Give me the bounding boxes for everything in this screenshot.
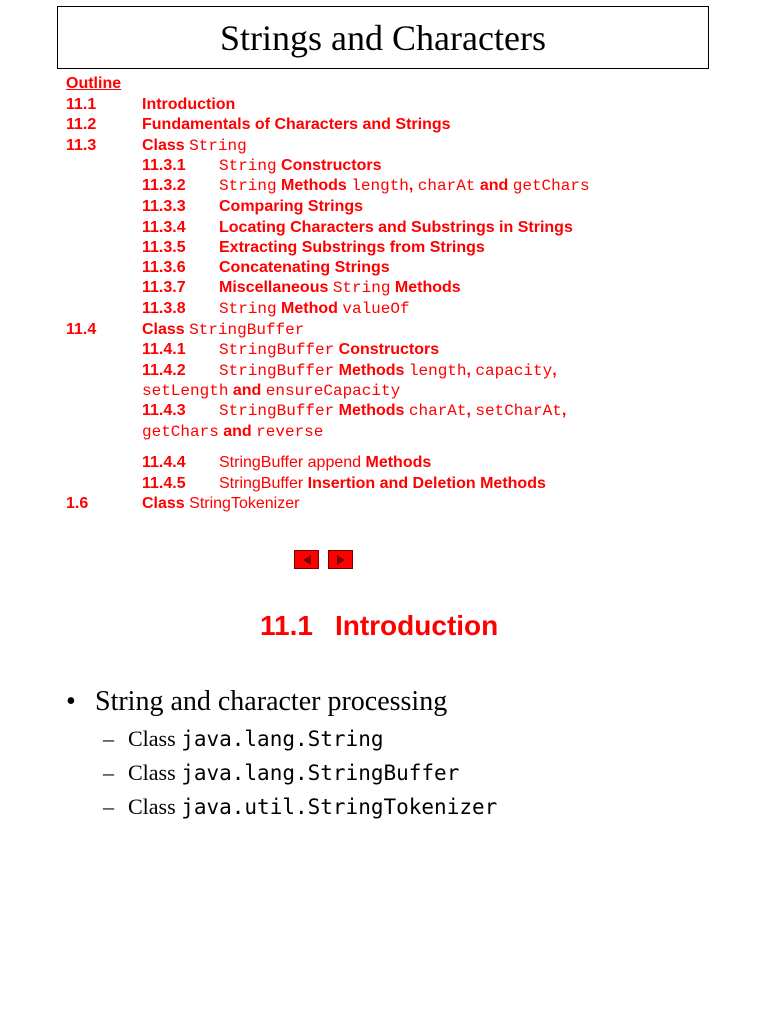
outline-item-text: Locating Characters and Substrings in Strings bbox=[219, 219, 573, 236]
outline-item-text: Class bbox=[142, 495, 190, 512]
outline-item-text: Constructors bbox=[276, 157, 382, 174]
outline-item-text: String bbox=[332, 279, 391, 297]
outline-item-text: String bbox=[219, 177, 277, 195]
outline-item-text: Methods bbox=[390, 279, 461, 296]
outline-item-text: and bbox=[475, 177, 513, 194]
outline-item-text: Methods bbox=[334, 402, 409, 419]
outline-item-number: 11.3.4 bbox=[142, 219, 186, 236]
dash: – bbox=[103, 760, 114, 785]
outline-item-number: 1.6 bbox=[66, 495, 89, 512]
outline-item-text: String bbox=[219, 157, 277, 175]
outline-item-text: Concatenating Strings bbox=[219, 259, 390, 276]
outline-item-text: Fundamentals of Characters and Strings bbox=[142, 116, 451, 133]
previous-arrow-icon bbox=[303, 555, 311, 565]
outline-item-text: StringBuffer append bbox=[219, 454, 366, 471]
outline-item-number: 11.3.6 bbox=[142, 259, 186, 276]
dash: – bbox=[103, 794, 114, 819]
outline-item-number: 11.1 bbox=[66, 96, 97, 113]
sub-item-label: Class bbox=[128, 794, 182, 819]
outline-item-text: charAt bbox=[417, 177, 476, 195]
outline-item-number: 11.3.3 bbox=[142, 198, 186, 215]
outline-item-number: 11.3.7 bbox=[142, 279, 186, 296]
outline-item-text: Class bbox=[142, 137, 190, 154]
outline-item-text: setCharAt bbox=[475, 402, 562, 420]
outline-item-text: Methods bbox=[334, 362, 409, 379]
outline-item-text: capacity bbox=[475, 362, 553, 380]
outline-item-text: Methods bbox=[365, 454, 432, 471]
outline-item-text: Methods bbox=[276, 177, 352, 194]
bullet-dot: • bbox=[66, 686, 76, 717]
outline-item-number: 11.3 bbox=[66, 137, 97, 154]
outline-item-text: reverse bbox=[256, 423, 324, 441]
sub-item-code: java.util.StringTokenizer bbox=[181, 795, 498, 819]
outline-item-text: Comparing Strings bbox=[219, 198, 364, 215]
outline-item-number: 11.4 bbox=[66, 321, 97, 338]
next-arrow-icon bbox=[337, 555, 345, 565]
outline-item-text: Extracting Substrings from Strings bbox=[219, 239, 485, 256]
outline-item-text: setLength bbox=[142, 382, 229, 400]
outline-item-text: Insertion and Deletion Methods bbox=[307, 475, 546, 492]
section-title: Introduction bbox=[334, 610, 499, 641]
outline-item-text: length bbox=[351, 177, 409, 195]
dash: – bbox=[103, 726, 114, 751]
outline-item-number: 11.4.2 bbox=[142, 362, 186, 379]
outline-item-text: Class bbox=[142, 321, 190, 338]
previous-button[interactable] bbox=[294, 550, 319, 569]
outline-item-number: 11.3.5 bbox=[142, 239, 186, 256]
outline-item-text: , bbox=[466, 402, 476, 419]
outline-item-number: 11.4.1 bbox=[142, 341, 186, 358]
outline-item-text: StringTokenizer bbox=[189, 495, 300, 512]
outline-item-text: ensureCapacity bbox=[265, 382, 401, 400]
outline-item-text: Constructors bbox=[334, 341, 440, 358]
outline-item-number: 11.4.4 bbox=[142, 454, 186, 471]
sub-item-label: Class bbox=[128, 760, 182, 785]
outline-item-text: , bbox=[552, 362, 557, 379]
outline-item-number: 11.3.1 bbox=[142, 157, 186, 174]
outline-item-text: StringBuffer bbox=[219, 475, 308, 492]
outline-item-text: StringBuffer bbox=[219, 402, 335, 420]
outline-item-number: 11.4.3 bbox=[142, 402, 186, 419]
outline-item-text: StringBuffer bbox=[219, 341, 335, 359]
outline-item-text: , bbox=[408, 177, 418, 194]
sub-item-label: Class bbox=[128, 726, 182, 751]
outline-item-number: 11.2 bbox=[66, 116, 97, 133]
next-button[interactable] bbox=[328, 550, 353, 569]
section-number: 11.1 bbox=[260, 610, 313, 641]
outline-item-text: StringBuffer bbox=[219, 362, 335, 380]
outline-item-text: and bbox=[228, 382, 266, 399]
outline-item-text: getChars bbox=[142, 423, 219, 441]
bullet-text: String and character processing bbox=[95, 686, 448, 717]
outline-item-number: 11.3.8 bbox=[142, 300, 186, 317]
outline-item-text: StringBuffer bbox=[189, 321, 305, 339]
outline-item-text: and bbox=[218, 423, 257, 440]
sub-item-code: java.lang.StringBuffer bbox=[181, 761, 460, 785]
outline-item-text: length bbox=[408, 362, 467, 380]
sub-item-code: java.lang.String bbox=[181, 727, 384, 751]
outline-item-text: , bbox=[466, 362, 476, 379]
outline-item-text: charAt bbox=[408, 402, 467, 420]
outline-item-text: Introduction bbox=[142, 96, 236, 113]
outline-item-text: valueOf bbox=[342, 300, 410, 318]
section-heading bbox=[260, 610, 498, 642]
outline-item-text: Method bbox=[276, 300, 343, 317]
outline-item-text: , bbox=[561, 402, 567, 419]
page-title: Strings and Characters bbox=[57, 6, 709, 69]
outline-item-text: String bbox=[189, 137, 247, 155]
outline-heading: Outline bbox=[66, 75, 122, 92]
outline-item-number: 11.4.5 bbox=[142, 475, 186, 492]
outline-item-text: getChars bbox=[512, 177, 590, 195]
outline-item-number: 11.3.2 bbox=[142, 177, 186, 194]
outline-item-text: Miscellaneous bbox=[219, 279, 333, 296]
outline-item-text: String bbox=[219, 300, 277, 318]
